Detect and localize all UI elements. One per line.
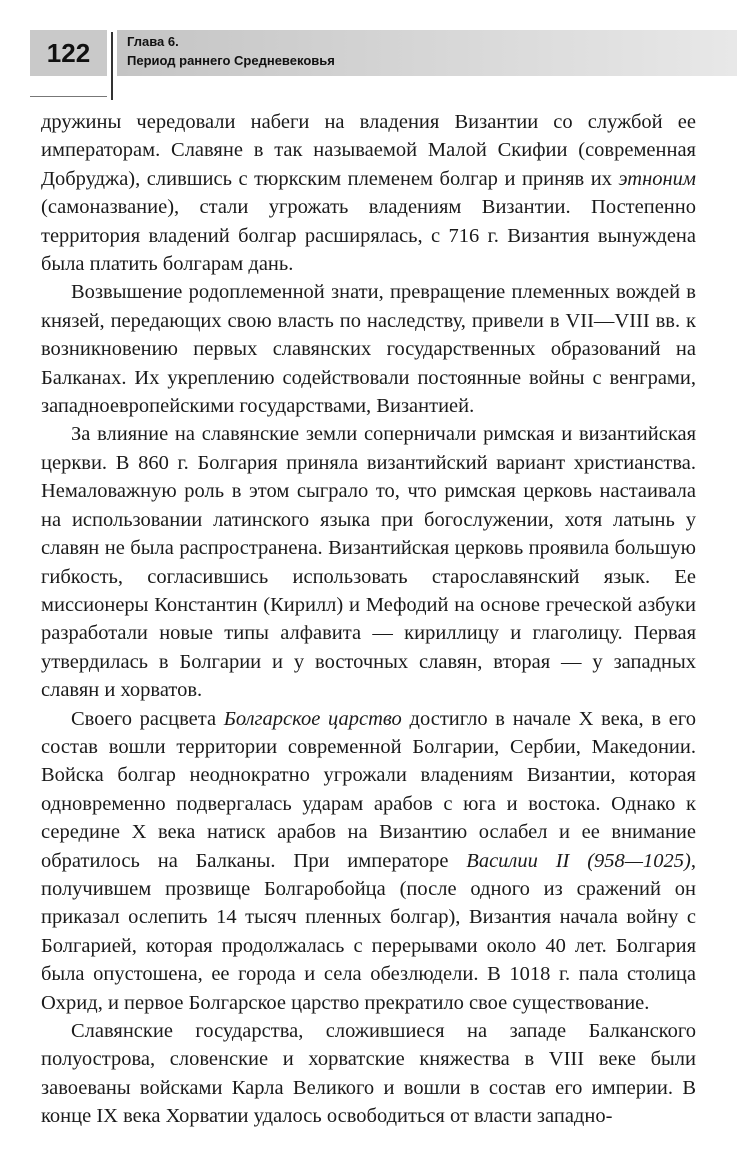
page-header: [30, 30, 737, 80]
chapter-label: Глава 6.: [127, 34, 179, 49]
chapter-heading: [117, 30, 737, 76]
paragraph-4-text-a: Своего расцвета: [71, 707, 224, 730]
paragraph-5: Славянские государства, сложившиеся на западе Балканского полуострова, словенские и хорватские княжества в VIII веке были завоеваны войсками Карла Великого и вошли в состав его империи. В конце IX века Хорватии удалось освободиться от власти западно-: [41, 1020, 696, 1128]
page-number: 122: [30, 30, 107, 76]
header-underline: [30, 96, 107, 97]
term-ethnonym: этноним: [618, 167, 696, 190]
term-bulgarian-tsardom: Болгарское царство: [223, 707, 402, 730]
paragraph-3: За влияние на славянские земли соперничали римская и византийская церкви. В 860 г. Болгария приняла византийский вариант христианства. Немаловажную роль в этом сыграло то, что римская церковь настаивала на использовании латинского языка при богослужении, хотя латынь у славян не была распространена. Византийская церковь проявила большую гибкость, согласившись использовать старославянский язык. Ее миссионеры Константин (Кирилл) и Мефодий на основе греческой азбуки разработали новые типы алфавита — кириллицу и глаголицу. Первая утвердилась в Болгарии и у восточных славян, вторая — у западных славян и хорватов.: [41, 423, 696, 702]
paragraph-1: [41, 108, 696, 278]
paragraph-1-text-a: дружины чередовали набеги на владения Византии со службой ее императорам. Славяне в так называемой Малой Скифии (современная Добруджа), слившись с тюркским племенем болгар и приняв их: [41, 111, 696, 190]
paragraph-1-text-b: (самоназвание), стали угрожать владениям Византии. Постепенно территория владений болгар расширялась, с 716 г. Византия вынуждена была платить болгарам дань.: [41, 196, 696, 276]
term-basil-ii: Василии II (958—1025): [466, 849, 691, 872]
chapter-title: Период раннего Средневековья: [127, 53, 335, 68]
paragraph-4-text-b: достигло в начале X века, в его состав вошли территории современной Болгарии, Сербии, Македонии. Войска болгар неоднократно угрожали владениям Византии, которая одновременно подвергалась ударам арабов с юга и востока. Однако к середине X века натиск арабов на Византию ослабел и ее внимание обратилось на Балканы. При императоре: [41, 707, 696, 872]
paragraph-4: [41, 705, 696, 1017]
paragraph-4-text-c: , получившем прозвище Болгаробойца (после одного из сражений он приказал ослепить 14 тысяч пленных болгар), Византия начала войну с Болгарией, которая продолжалась с перерывами около 40 лет. Болгария была опустошена, ее города и села обезлюдели. В 1018 г. пала столица Охрид, и первое Болгарское царство прекратило свое существование.: [41, 849, 696, 1014]
header-divider: [111, 32, 113, 100]
paragraph-2: Возвышение родоплеменной знати, превращение племенных вождей в князей, передающих свою власть по наследству, привели в VII—VIII вв. к возникновению первых славянских государственных образований на Балканах. Их укреплению содействовали постоянные войны с венграми, западноевропейскими государствами, Византией.: [41, 281, 696, 418]
page-body: [41, 108, 696, 1131]
